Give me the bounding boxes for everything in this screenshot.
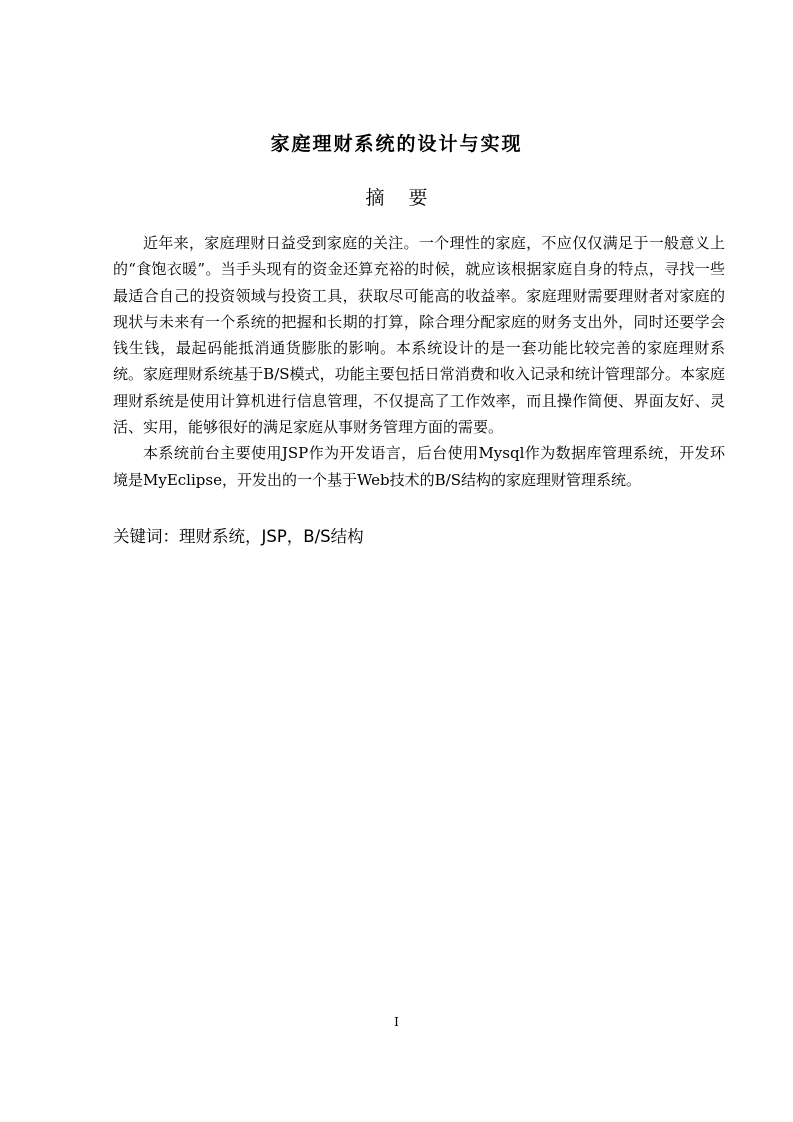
abstract-heading: 摘要 (365, 187, 452, 209)
abstract-paragraph-1: 近年来，家庭理财日益受到家庭的关注。一个理性的家庭，不应仅仅满足于一般意义上的“食饱衣暖”。当手头现有的资金还算充裕的时候，就应该根据家庭自身的特点，寻找一些最适合自己的投资领域与投资工具，获取尽可能高的收益率。家庭理财需要理财者对家庭的现状与未来有一个系统的把握和长期的打算，除合理分配家庭的财务支出外，同时还要学会钱生钱，最起码能抵消通货膨胀的影响。本系统设计的是一套功能比较完善的家庭理财系统。家庭理财系统基于B/S模式，功能主要包括日常消费和收入记录和统计管理部分。本家庭理财系统是使用计算机进行信息管理，不仅提高了工作效率，而且操作简便、界面友好、灵活、实用，能够很好的满足家庭从事财务管理方面的需要。 (113, 234, 725, 437)
abstract-body (113, 230, 725, 493)
page-number: I (394, 1015, 399, 1029)
page-title: 家庭理财系统的设计与实现 (270, 133, 523, 155)
abstract-paragraph-2: 本系统前台主要使用JSP作为开发语言，后台使用Mysql作为数据库管理系统，开发环境是MyEclipse，开发出的一个基于Web技术的B/S结构的家庭理财管理系统。 (113, 444, 725, 489)
keywords-line: 关键词：理财系统，JSP，B/S结构 (113, 527, 364, 546)
